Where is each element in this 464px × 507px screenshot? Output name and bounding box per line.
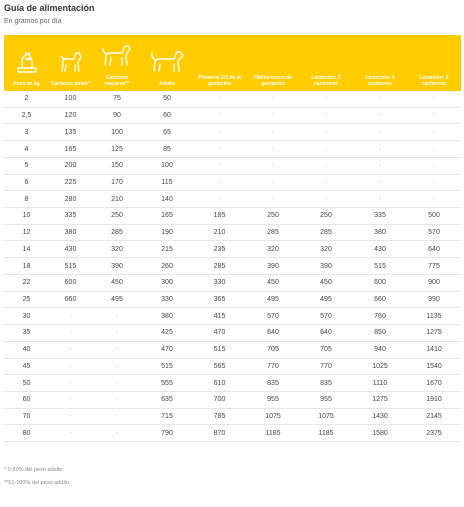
grams-cell: - xyxy=(299,124,353,141)
grams-cell: - xyxy=(92,375,142,392)
grams-cell: 555 xyxy=(142,375,192,392)
grams-cell: 100 xyxy=(49,91,92,107)
weight-cell: 14 xyxy=(4,241,49,258)
grams-cell: 235 xyxy=(192,241,247,258)
table-row xyxy=(4,358,461,375)
grams-cell: 790 xyxy=(142,425,192,442)
grams-cell: 835 xyxy=(247,375,299,392)
grams-cell: - xyxy=(353,107,407,124)
grams-cell: - xyxy=(407,174,461,191)
grams-cell: 570 xyxy=(407,224,461,241)
grams-cell: 125 xyxy=(92,141,142,158)
grams-cell: - xyxy=(299,141,353,158)
weight-cell: 3 xyxy=(4,124,49,141)
table-row xyxy=(4,174,461,191)
weight-cell: 2,5 xyxy=(4,107,49,124)
weight-cell: 35 xyxy=(4,325,49,342)
grams-cell: 250 xyxy=(299,208,353,225)
grams-cell: 90 xyxy=(92,107,142,124)
table-row xyxy=(4,191,461,208)
grams-cell: - xyxy=(299,174,353,191)
grams-cell: 495 xyxy=(92,291,142,308)
grams-cell: 320 xyxy=(92,241,142,258)
grams-cell: 940 xyxy=(353,341,407,358)
grams-cell: - xyxy=(92,425,142,442)
grams-cell: 660 xyxy=(49,291,92,308)
grams-cell: 450 xyxy=(92,274,142,291)
weight-cell: 80 xyxy=(4,425,49,442)
column-header-label: Lactación: 4 cachorros xyxy=(365,75,395,87)
grams-cell: 770 xyxy=(299,358,353,375)
grams-cell: - xyxy=(353,174,407,191)
young-dog-icon xyxy=(93,43,141,71)
column-header-1 xyxy=(49,35,92,91)
grams-cell: 210 xyxy=(192,224,247,241)
column-header-label: Último tercio de gestación xyxy=(254,75,292,87)
grams-cell: - xyxy=(247,141,299,158)
grams-cell: 115 xyxy=(142,174,192,191)
weight-cell: 30 xyxy=(4,308,49,325)
grams-cell: - xyxy=(92,358,142,375)
table-row xyxy=(4,408,461,425)
grams-cell: - xyxy=(407,191,461,208)
grams-cell: 1430 xyxy=(353,408,407,425)
grams-cell: 225 xyxy=(49,174,92,191)
grams-cell: 495 xyxy=(299,291,353,308)
grams-cell: 85 xyxy=(142,141,192,158)
grams-cell: 285 xyxy=(192,258,247,275)
column-header-label: Peso en kg xyxy=(13,81,40,87)
grams-cell: 365 xyxy=(192,291,247,308)
table-row xyxy=(4,124,461,141)
grams-cell: 1410 xyxy=(407,341,461,358)
column-header-8 xyxy=(407,35,461,91)
table-row xyxy=(4,258,461,275)
page-subtitle: En gramos por día xyxy=(4,18,62,25)
grams-cell: - xyxy=(353,191,407,208)
grams-cell: - xyxy=(49,408,92,425)
grams-cell: 320 xyxy=(247,241,299,258)
grams-cell: 775 xyxy=(407,258,461,275)
table-row xyxy=(4,107,461,124)
dog-on-scale-icon xyxy=(5,49,48,77)
grams-cell: 50 xyxy=(142,91,192,107)
grams-cell: 610 xyxy=(192,375,247,392)
weight-cell: 18 xyxy=(4,258,49,275)
grams-cell: 120 xyxy=(49,107,92,124)
grams-cell: 100 xyxy=(92,124,142,141)
grams-cell: 1275 xyxy=(407,325,461,342)
grams-cell: 770 xyxy=(247,358,299,375)
grams-cell: 470 xyxy=(192,325,247,342)
weight-cell: 5 xyxy=(4,157,49,174)
grams-cell: - xyxy=(49,325,92,342)
adult-dog-icon xyxy=(143,49,191,77)
grams-cell: 430 xyxy=(49,241,92,258)
grams-cell: 185 xyxy=(192,208,247,225)
grams-cell: 170 xyxy=(92,174,142,191)
weight-cell: 60 xyxy=(4,391,49,408)
column-header-6 xyxy=(299,35,353,91)
grams-cell: 640 xyxy=(247,325,299,342)
grams-cell: 870 xyxy=(192,425,247,442)
grams-cell: 215 xyxy=(142,241,192,258)
column-header-2 xyxy=(92,35,142,91)
column-header-7 xyxy=(353,35,407,91)
grams-cell: 785 xyxy=(192,408,247,425)
grams-cell: - xyxy=(353,141,407,158)
grams-cell: 1540 xyxy=(407,358,461,375)
weight-cell: 8 xyxy=(4,191,49,208)
grams-cell: - xyxy=(407,91,461,107)
grams-cell: 640 xyxy=(299,325,353,342)
table-row xyxy=(4,308,461,325)
weight-cell: 12 xyxy=(4,224,49,241)
weight-cell: 10 xyxy=(4,208,49,225)
grams-cell: 565 xyxy=(192,358,247,375)
grams-cell: 600 xyxy=(353,274,407,291)
grams-cell: 100 xyxy=(142,157,192,174)
grams-cell: - xyxy=(49,375,92,392)
column-header-label: Lactación: 2 cachorros xyxy=(311,75,341,87)
table-row xyxy=(4,425,461,442)
grams-cell: 330 xyxy=(192,274,247,291)
grams-cell: 390 xyxy=(92,258,142,275)
grams-cell: 635 xyxy=(142,391,192,408)
column-header-label: Cachorro junior* xyxy=(50,81,91,87)
grams-cell: 300 xyxy=(142,274,192,291)
grams-cell: 260 xyxy=(142,258,192,275)
grams-cell: 330 xyxy=(142,291,192,308)
grams-cell: - xyxy=(49,341,92,358)
column-header-3 xyxy=(142,35,192,91)
grams-cell: - xyxy=(299,191,353,208)
weight-cell: 22 xyxy=(4,274,49,291)
grams-cell: 320 xyxy=(299,241,353,258)
grams-cell: 1075 xyxy=(247,408,299,425)
grams-cell: - xyxy=(353,157,407,174)
column-header-label: Adulto xyxy=(159,81,175,87)
column-header-label: Lactación: 6 cachorros xyxy=(419,75,449,87)
table-row xyxy=(4,274,461,291)
grams-cell: 2375 xyxy=(407,425,461,442)
grams-cell: - xyxy=(192,124,247,141)
grams-cell: 390 xyxy=(247,258,299,275)
grams-cell: 570 xyxy=(247,308,299,325)
grams-cell: 450 xyxy=(247,274,299,291)
grams-cell: 955 xyxy=(247,391,299,408)
table-row xyxy=(4,241,461,258)
grams-cell: - xyxy=(92,308,142,325)
grams-cell: 190 xyxy=(142,224,192,241)
grams-cell: 380 xyxy=(142,308,192,325)
table-row xyxy=(4,141,461,158)
column-header-label: Primeros 2/3 de la gestación xyxy=(198,75,241,87)
grams-cell: 500 xyxy=(407,208,461,225)
grams-cell: 285 xyxy=(299,224,353,241)
grams-cell: 1580 xyxy=(353,425,407,442)
weight-cell: 25 xyxy=(4,291,49,308)
grams-cell: 250 xyxy=(92,208,142,225)
grams-cell: - xyxy=(353,124,407,141)
grams-cell: 390 xyxy=(299,258,353,275)
grams-cell: 955 xyxy=(299,391,353,408)
header-row xyxy=(4,35,461,91)
table-row xyxy=(4,341,461,358)
weight-cell: 2 xyxy=(4,91,49,107)
grams-cell: - xyxy=(192,157,247,174)
table-row xyxy=(4,208,461,225)
table-row xyxy=(4,375,461,392)
grams-cell: 1135 xyxy=(407,308,461,325)
grams-cell: 2145 xyxy=(407,408,461,425)
grams-cell: 200 xyxy=(49,157,92,174)
grams-cell: 380 xyxy=(353,224,407,241)
weight-cell: 40 xyxy=(4,341,49,358)
weight-cell: 6 xyxy=(4,174,49,191)
grams-cell: - xyxy=(192,174,247,191)
weight-cell: 50 xyxy=(4,375,49,392)
grams-cell: - xyxy=(92,325,142,342)
grams-cell: 250 xyxy=(247,208,299,225)
grams-cell: - xyxy=(247,174,299,191)
grams-cell: - xyxy=(247,124,299,141)
column-header-label: Cachorro mayores** xyxy=(104,75,130,87)
table-row xyxy=(4,325,461,342)
weight-cell: 45 xyxy=(4,358,49,375)
grams-cell: - xyxy=(192,107,247,124)
grams-cell: 335 xyxy=(353,208,407,225)
grams-cell: 835 xyxy=(299,375,353,392)
grams-cell: 1110 xyxy=(353,375,407,392)
puppy-icon xyxy=(50,49,91,77)
grams-cell: 850 xyxy=(353,325,407,342)
grams-cell: 1185 xyxy=(299,425,353,442)
grams-cell: - xyxy=(49,425,92,442)
grams-cell: - xyxy=(49,358,92,375)
grams-cell: 285 xyxy=(247,224,299,241)
grams-cell: 135 xyxy=(49,124,92,141)
grams-cell: 380 xyxy=(49,224,92,241)
weight-cell: 4 xyxy=(4,141,49,158)
weight-cell: 70 xyxy=(4,408,49,425)
grams-cell: 470 xyxy=(142,341,192,358)
column-header-4 xyxy=(192,35,247,91)
grams-cell: - xyxy=(407,157,461,174)
grams-cell: 515 xyxy=(192,341,247,358)
table-body xyxy=(4,91,461,442)
table-row xyxy=(4,157,461,174)
grams-cell: 75 xyxy=(92,91,142,107)
table-row xyxy=(4,291,461,308)
grams-cell: 450 xyxy=(299,274,353,291)
grams-cell: 495 xyxy=(247,291,299,308)
grams-cell: 705 xyxy=(299,341,353,358)
grams-cell: - xyxy=(247,107,299,124)
grams-cell: 515 xyxy=(49,258,92,275)
grams-cell: 165 xyxy=(142,208,192,225)
grams-cell: 1275 xyxy=(353,391,407,408)
grams-cell: 640 xyxy=(407,241,461,258)
table-header xyxy=(4,35,461,91)
grams-cell: 430 xyxy=(353,241,407,258)
grams-cell: 60 xyxy=(142,107,192,124)
grams-cell: 285 xyxy=(92,224,142,241)
table-row xyxy=(4,91,461,107)
grams-cell: 700 xyxy=(192,391,247,408)
grams-cell: 165 xyxy=(49,141,92,158)
grams-cell: 900 xyxy=(407,274,461,291)
grams-cell: 760 xyxy=(353,308,407,325)
grams-cell: - xyxy=(192,191,247,208)
grams-cell: 210 xyxy=(92,191,142,208)
grams-cell: - xyxy=(299,157,353,174)
grams-cell: 280 xyxy=(49,191,92,208)
footnote-junior: * 0-50% del peso adulto xyxy=(4,467,63,473)
grams-cell: 415 xyxy=(192,308,247,325)
column-header-0 xyxy=(4,35,49,91)
grams-cell: 150 xyxy=(92,157,142,174)
grams-cell: 425 xyxy=(142,325,192,342)
grams-cell: - xyxy=(192,91,247,107)
grams-cell: 705 xyxy=(247,341,299,358)
grams-cell: 660 xyxy=(353,291,407,308)
grams-cell: - xyxy=(49,391,92,408)
grams-cell: 715 xyxy=(142,408,192,425)
grams-cell: - xyxy=(92,408,142,425)
grams-cell: - xyxy=(92,341,142,358)
grams-cell: 1670 xyxy=(407,375,461,392)
table-row xyxy=(4,224,461,241)
grams-cell: 600 xyxy=(49,274,92,291)
grams-cell: - xyxy=(299,91,353,107)
grams-cell: 335 xyxy=(49,208,92,225)
grams-cell: - xyxy=(247,191,299,208)
grams-cell: 1910 xyxy=(407,391,461,408)
feeding-guide-table xyxy=(4,35,461,442)
grams-cell: - xyxy=(407,124,461,141)
grams-cell: - xyxy=(192,141,247,158)
page-title: Guía de alimentación xyxy=(4,3,95,13)
footnote-mayores: **51-100% del peso adulto xyxy=(4,480,70,486)
grams-cell: 1185 xyxy=(247,425,299,442)
grams-cell: - xyxy=(353,91,407,107)
column-header-5 xyxy=(247,35,299,91)
grams-cell: 515 xyxy=(142,358,192,375)
grams-cell: 990 xyxy=(407,291,461,308)
feeding-guide-table-container xyxy=(4,35,461,442)
grams-cell: - xyxy=(247,157,299,174)
table-row xyxy=(4,391,461,408)
grams-cell: - xyxy=(92,391,142,408)
grams-cell: 65 xyxy=(142,124,192,141)
grams-cell: - xyxy=(407,107,461,124)
grams-cell: - xyxy=(407,141,461,158)
grams-cell: 1025 xyxy=(353,358,407,375)
grams-cell: 570 xyxy=(299,308,353,325)
grams-cell: - xyxy=(247,91,299,107)
grams-cell: 1075 xyxy=(299,408,353,425)
grams-cell: 515 xyxy=(353,258,407,275)
grams-cell: 140 xyxy=(142,191,192,208)
grams-cell: - xyxy=(49,308,92,325)
grams-cell: - xyxy=(299,107,353,124)
